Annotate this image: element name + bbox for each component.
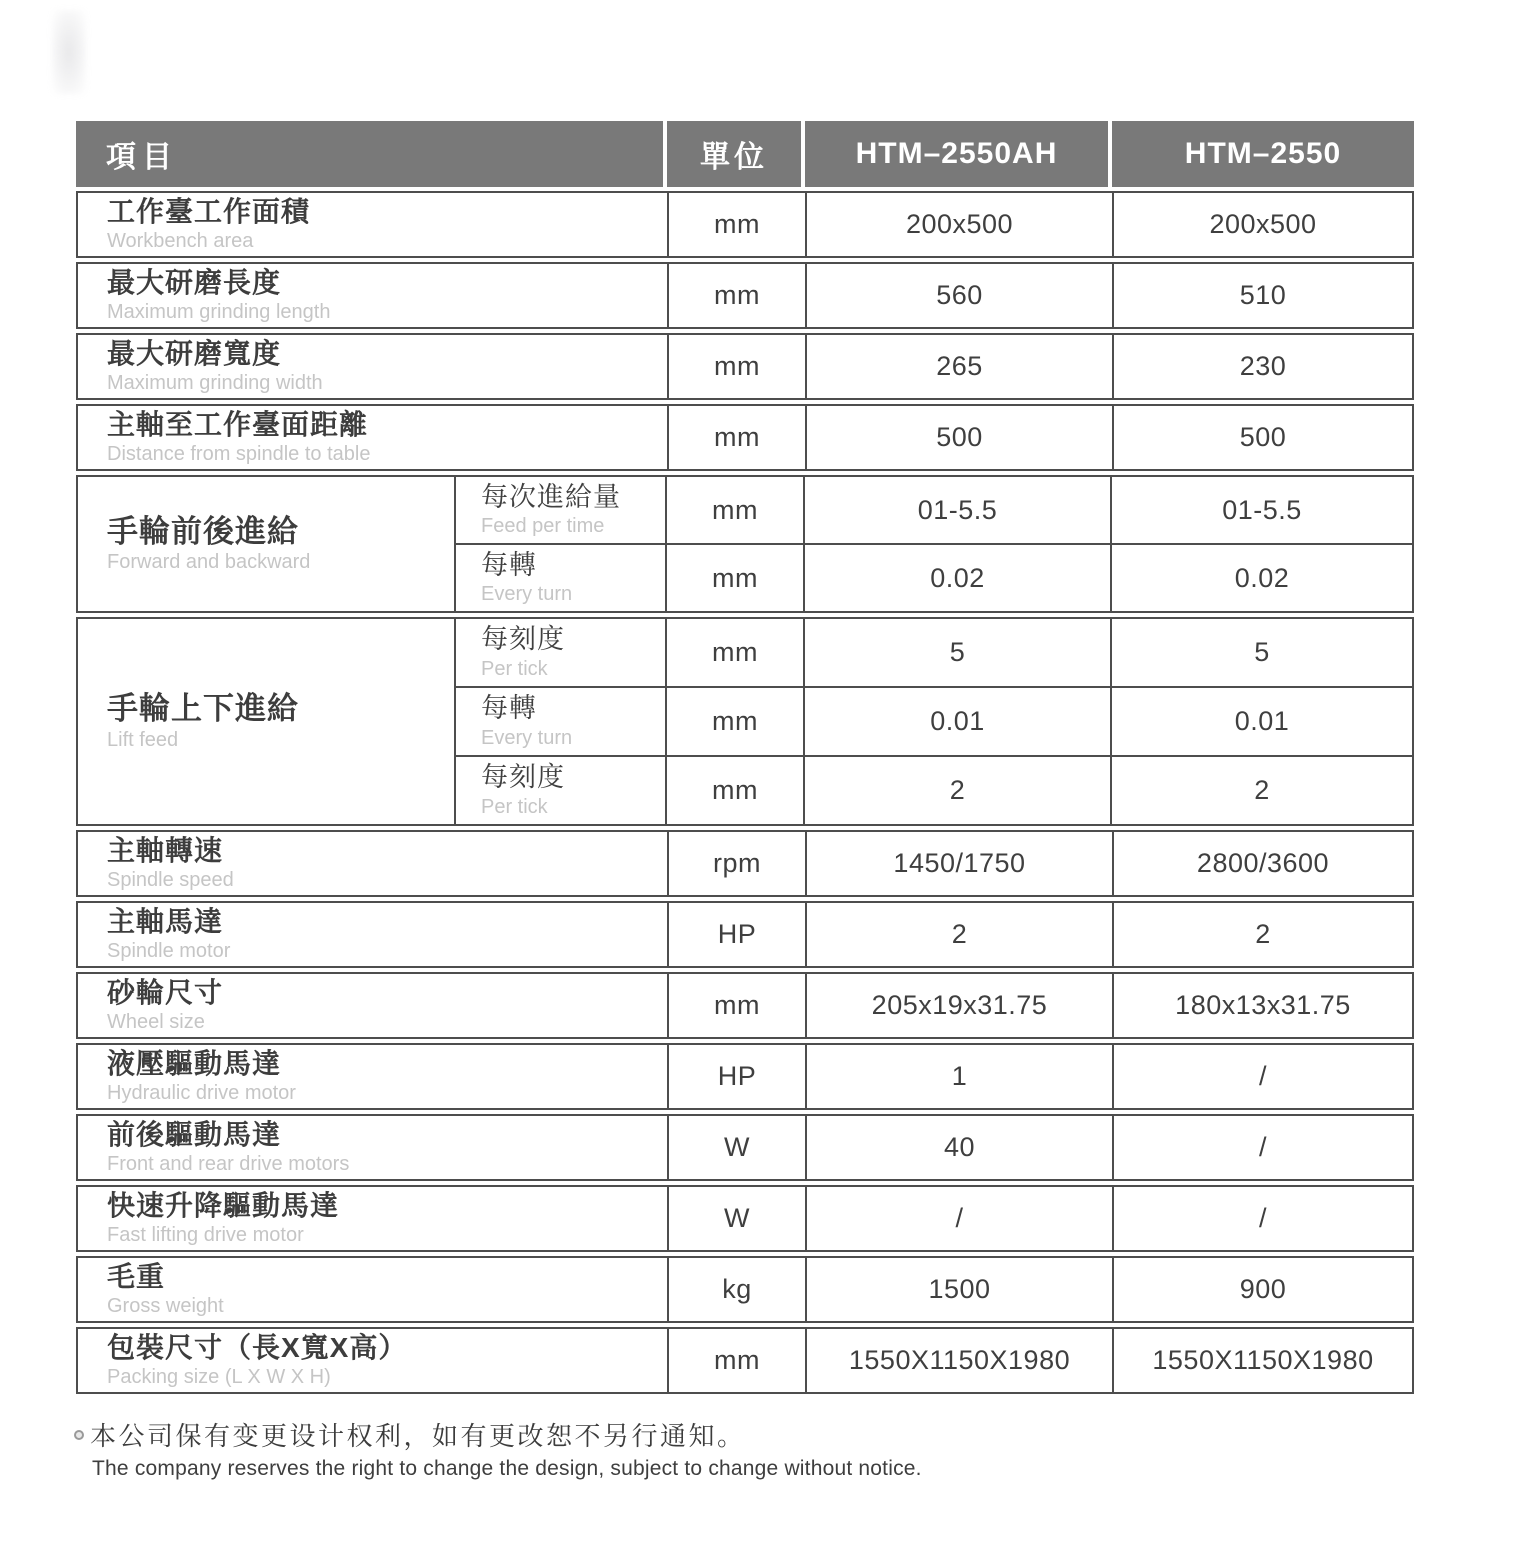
item-label-en: Maximum grinding width (107, 372, 323, 395)
item-cell (78, 974, 667, 1037)
subitem-label-en: Every turn (481, 726, 573, 749)
unit-cell: mm (667, 335, 805, 398)
value-cell-model-a: 0.01 (803, 688, 1110, 755)
subitem-cell (456, 545, 665, 611)
item-cell (78, 832, 667, 895)
item-cell (78, 1258, 667, 1321)
unit-cell: mm (665, 688, 803, 755)
value-cell-model-b: / (1112, 1045, 1412, 1108)
subitem-label-zh: 每轉 (481, 693, 537, 724)
group-label-en: Lift feed (107, 728, 179, 751)
value-cell-model-b: / (1112, 1187, 1412, 1250)
subitem-cell (456, 757, 665, 824)
header-cell-model-a: HTM–2550AH (805, 121, 1108, 187)
table-row (76, 404, 1414, 471)
subitem-label-zh: 每刻度 (481, 762, 565, 793)
unit-cell: mm (665, 477, 803, 543)
value-cell-model-a: 265 (805, 335, 1112, 398)
value-cell-model-b: 510 (1112, 264, 1412, 327)
value-cell-model-a: 1500 (805, 1258, 1112, 1321)
table-subrow (456, 543, 1412, 611)
unit-cell: mm (665, 545, 803, 611)
table-subrow (456, 755, 1412, 824)
group-label-zh: 手輪上下進給 (107, 691, 299, 727)
value-cell-model-a: 1 (805, 1045, 1112, 1108)
table-row (76, 1185, 1414, 1252)
unit-cell: mm (667, 264, 805, 327)
item-label-zh: 液壓驅動馬達 (107, 1047, 282, 1079)
table-row (76, 333, 1414, 400)
unit-cell: mm (667, 974, 805, 1037)
item-label-zh: 主軸馬達 (107, 905, 224, 937)
value-cell-model-b: 2800/3600 (1112, 832, 1412, 895)
value-cell-model-b: 900 (1112, 1258, 1412, 1321)
item-label-en: Distance from spindle to table (107, 443, 371, 466)
table-row (76, 1327, 1414, 1394)
value-cell-model-b: 500 (1112, 406, 1412, 469)
item-label-zh: 前後驅動馬達 (107, 1118, 282, 1150)
value-cell-model-b: 01-5.5 (1110, 477, 1412, 543)
value-cell-model-b: / (1112, 1116, 1412, 1179)
item-cell (78, 335, 667, 398)
value-cell-model-b: 2 (1112, 903, 1412, 966)
item-label-en: Hydraulic drive motor (107, 1082, 296, 1105)
item-label-en: Wheel size (107, 1011, 205, 1034)
value-cell-model-b: 0.02 (1110, 545, 1412, 611)
subitem-cell (456, 688, 665, 755)
group-label-zh: 手輪前後進給 (107, 513, 299, 549)
value-cell-model-b: 200x500 (1112, 193, 1412, 256)
print-artifact-smudge (52, 10, 86, 94)
item-label-zh: 工作臺工作面積 (107, 195, 311, 227)
group-subrows (456, 619, 1412, 824)
value-cell-model-a: 0.02 (803, 545, 1110, 611)
value-cell-model-b: 230 (1112, 335, 1412, 398)
table-subrow (456, 686, 1412, 755)
item-label-zh: 最大研磨長度 (107, 266, 282, 298)
table-row (76, 830, 1414, 897)
group-label-cell (78, 619, 456, 824)
item-label-zh: 主軸轉速 (107, 834, 224, 866)
subitem-label-zh: 每次進給量 (481, 481, 621, 512)
value-cell-model-a: 500 (805, 406, 1112, 469)
item-cell (78, 193, 667, 256)
unit-cell: HP (667, 903, 805, 966)
unit-cell: W (667, 1116, 805, 1179)
unit-cell: kg (667, 1258, 805, 1321)
unit-cell: mm (667, 193, 805, 256)
value-cell-model-a: 205x19x31.75 (805, 974, 1112, 1037)
table-subrow (456, 477, 1412, 543)
table-group-row (76, 475, 1414, 613)
unit-cell: mm (667, 1329, 805, 1392)
group-label-en: Forward and backward (107, 551, 311, 574)
group-subrows (456, 477, 1412, 611)
subitem-cell (456, 619, 665, 686)
value-cell-model-a: 5 (803, 619, 1110, 686)
value-cell-model-a: 1450/1750 (805, 832, 1112, 895)
spec-table (76, 121, 1414, 1398)
item-label-en: Spindle motor (107, 940, 231, 963)
header-cell-item: 項目 (76, 121, 663, 187)
item-cell (78, 1045, 667, 1108)
value-cell-model-a: 1550X1150X1980 (805, 1329, 1112, 1392)
unit-cell: mm (665, 757, 803, 824)
item-label-en: Spindle speed (107, 869, 234, 892)
value-cell-model-a: 40 (805, 1116, 1112, 1179)
subitem-label-en: Every turn (481, 583, 573, 606)
item-label-en: Packing size (L X W X H) (107, 1366, 331, 1389)
value-cell-model-b: 2 (1110, 757, 1412, 824)
item-label-zh: 毛重 (107, 1260, 166, 1292)
subitem-label-zh: 每刻度 (481, 624, 565, 655)
subitem-label-zh: 每轉 (481, 549, 537, 580)
value-cell-model-a: 560 (805, 264, 1112, 327)
item-label-zh: 包裝尺寸（長X寬X高） (107, 1331, 408, 1363)
subitem-cell (456, 477, 665, 543)
value-cell-model-a: 200x500 (805, 193, 1112, 256)
item-label-en: Gross weight (107, 1295, 224, 1318)
table-row (76, 972, 1414, 1039)
table-header-row (76, 121, 1414, 187)
footnote-text-zh: 本公司保有变更设计权利，如有更改恕不另行通知。 (90, 1421, 746, 1451)
value-cell-model-a: / (805, 1187, 1112, 1250)
item-cell (78, 1187, 667, 1250)
value-cell-model-b: 1550X1150X1980 (1112, 1329, 1412, 1392)
value-cell-model-a: 01-5.5 (803, 477, 1110, 543)
table-subrow (456, 619, 1412, 686)
table-row (76, 191, 1414, 258)
unit-cell: HP (667, 1045, 805, 1108)
value-cell-model-b: 0.01 (1110, 688, 1412, 755)
table-row (76, 1043, 1414, 1110)
item-label-zh: 主軸至工作臺面距離 (107, 408, 369, 440)
item-cell (78, 406, 667, 469)
unit-cell: mm (667, 406, 805, 469)
table-row (76, 1256, 1414, 1323)
item-cell (78, 903, 667, 966)
subitem-label-en: Per tick (481, 795, 548, 818)
footnote (74, 1420, 922, 1481)
subitem-label-en: Feed per time (481, 515, 605, 538)
item-cell (78, 1329, 667, 1392)
item-label-en: Workbench area (107, 230, 254, 253)
subitem-label-en: Per tick (481, 657, 548, 680)
footnote-bullet-icon (74, 1430, 84, 1440)
footnote-line-zh (74, 1420, 922, 1453)
unit-cell: W (667, 1187, 805, 1250)
table-row (76, 901, 1414, 968)
item-cell (78, 1116, 667, 1179)
table-row (76, 1114, 1414, 1181)
value-cell-model-b: 5 (1110, 619, 1412, 686)
group-label-cell (78, 477, 456, 611)
item-label-en: Fast lifting drive motor (107, 1224, 304, 1247)
item-label-zh: 快速升降驅動馬達 (107, 1189, 340, 1221)
footnote-text-en: The company reserves the right to change the design, subject to change without notice. (92, 1456, 922, 1480)
unit-cell: mm (665, 619, 803, 686)
value-cell-model-a: 2 (803, 757, 1110, 824)
header-cell-unit: 單位 (667, 121, 801, 187)
item-label-en: Front and rear drive motors (107, 1153, 350, 1176)
item-label-zh: 砂輪尺寸 (107, 976, 224, 1008)
value-cell-model-b: 180x13x31.75 (1112, 974, 1412, 1037)
item-label-en: Maximum grinding length (107, 301, 331, 324)
unit-cell: rpm (667, 832, 805, 895)
table-group-row (76, 617, 1414, 826)
item-cell (78, 264, 667, 327)
value-cell-model-a: 2 (805, 903, 1112, 966)
table-row (76, 262, 1414, 329)
item-label-zh: 最大研磨寬度 (107, 337, 282, 369)
header-cell-model-b: HTM–2550 (1112, 121, 1414, 187)
